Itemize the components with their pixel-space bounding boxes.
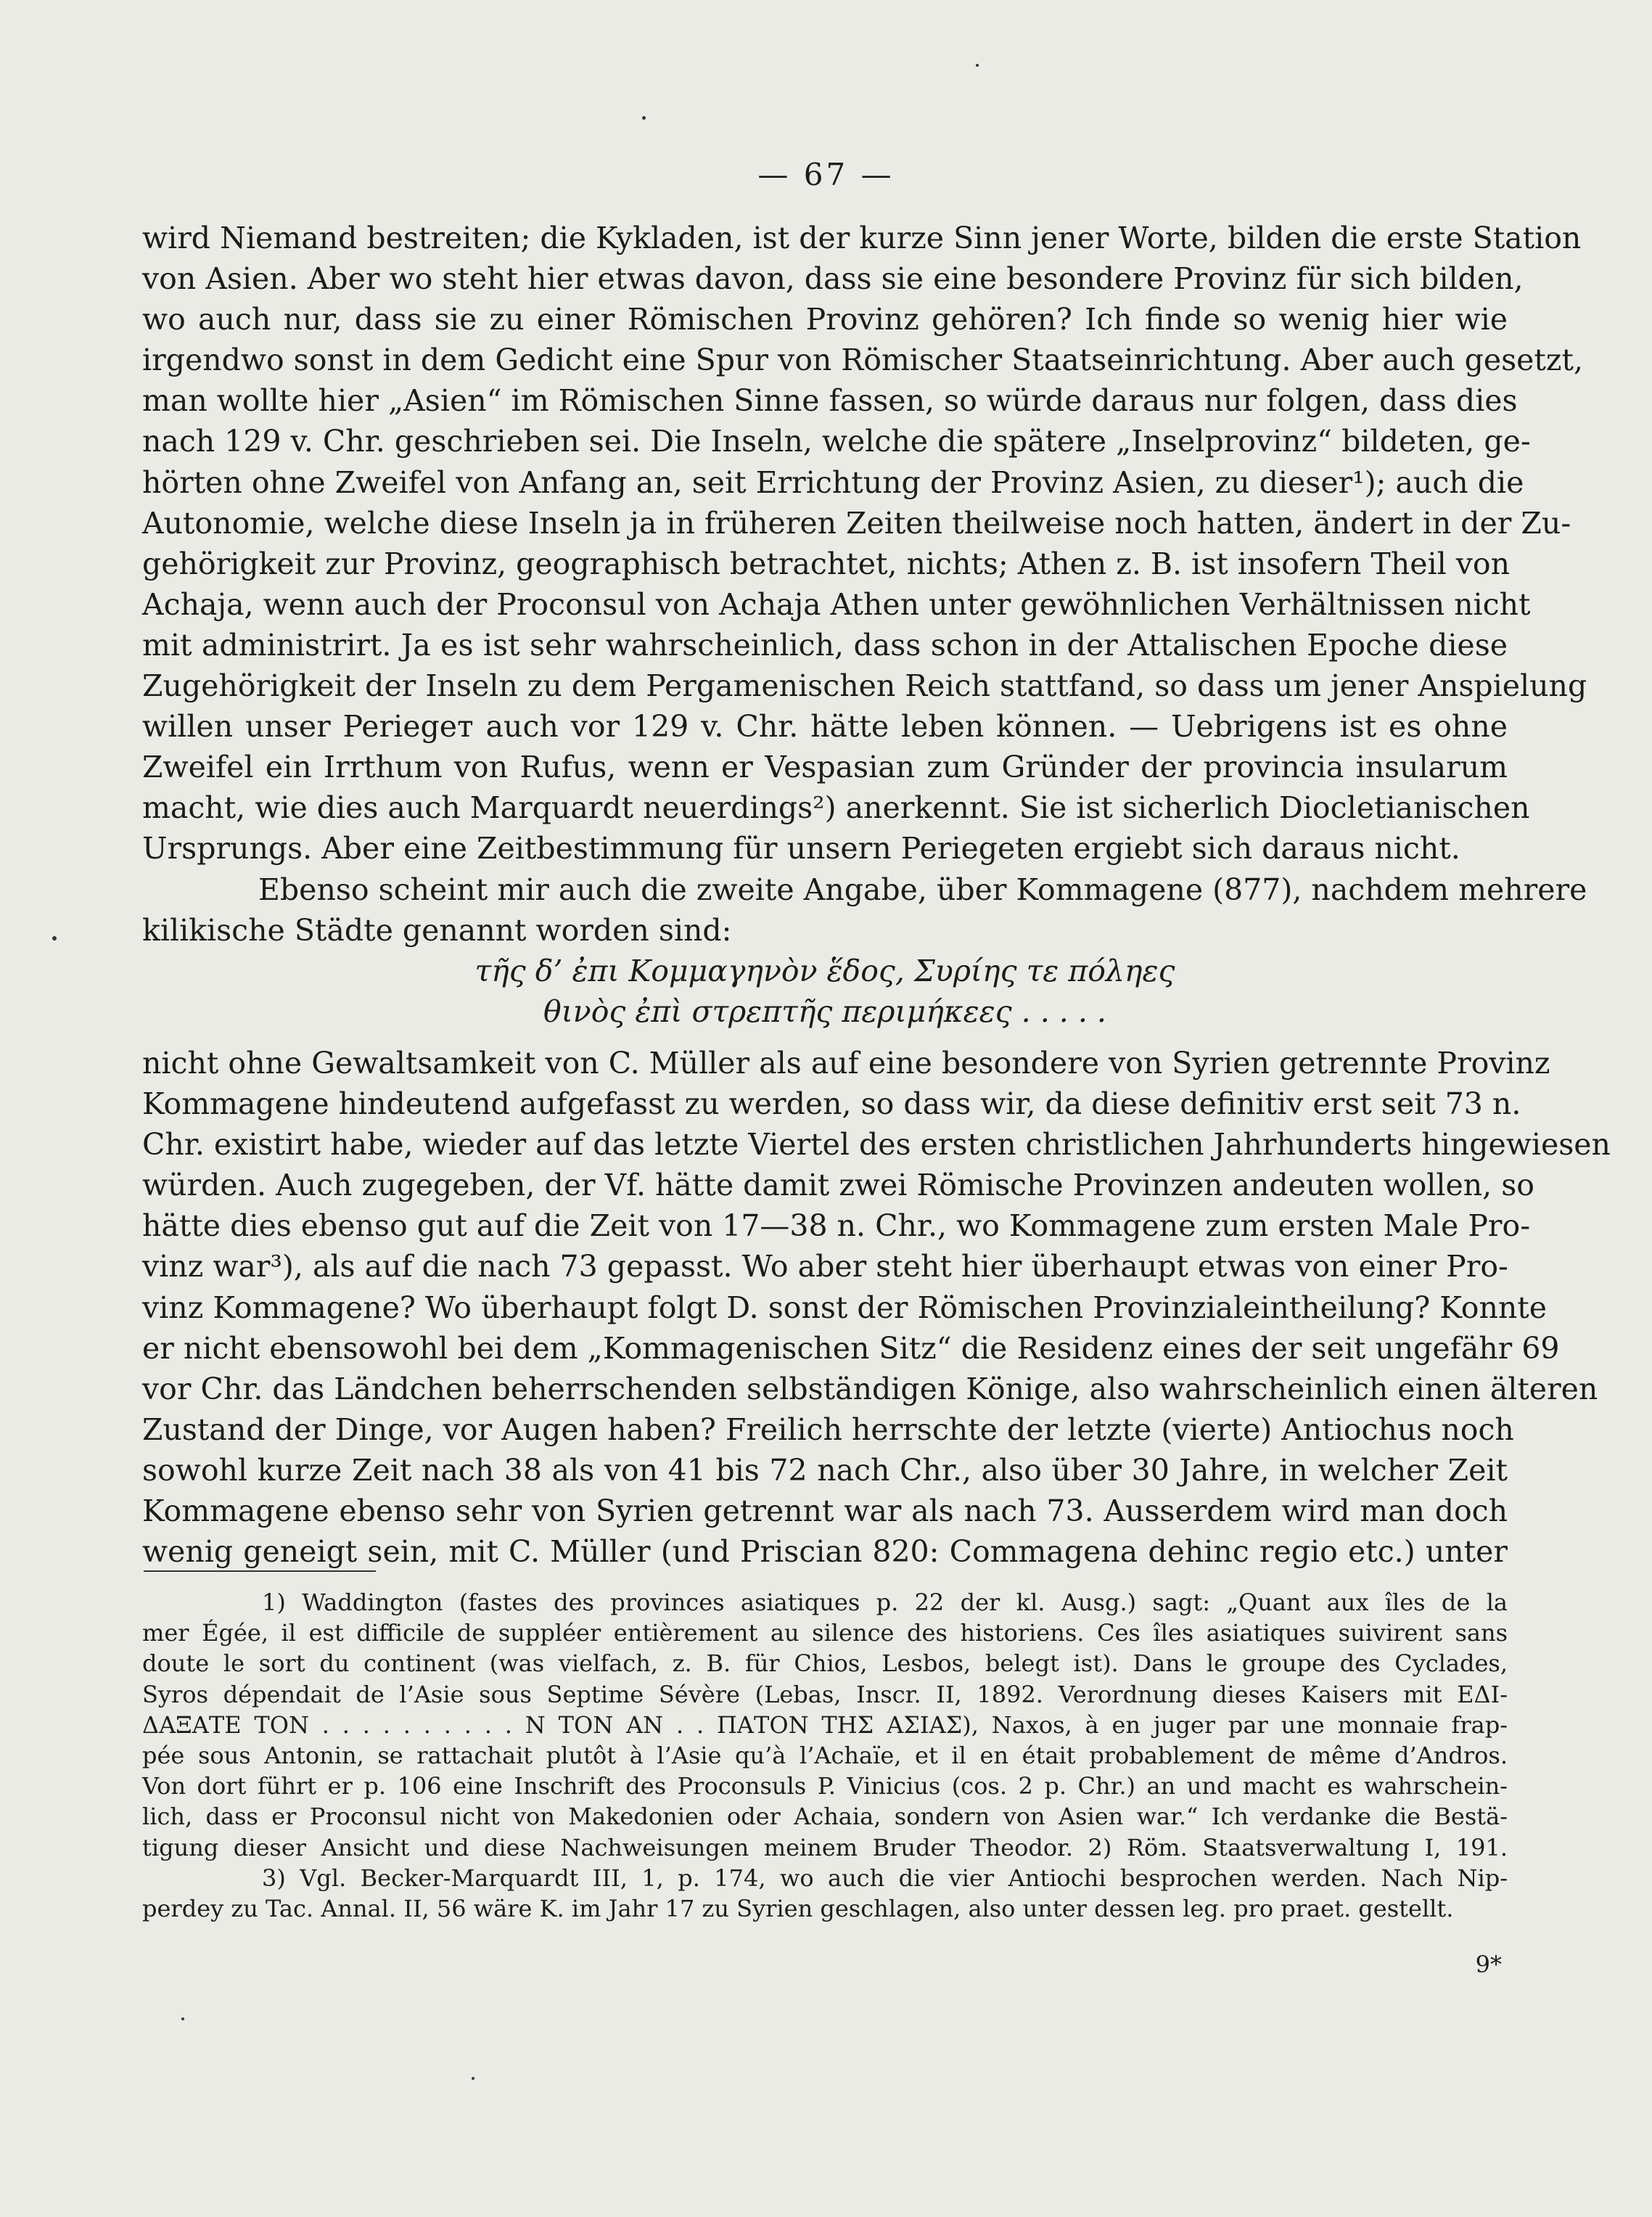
body-line: wo auch nur, dass sie zu einer Römischen Provinz gehören? Ich finde so wenig hier wie bbox=[142, 302, 1508, 337]
body-line: Ebenso scheint mir auch die zweite Angabe, über Kommagene (877), nachdem mehrere bbox=[258, 872, 1587, 907]
paper-speck bbox=[52, 936, 57, 941]
body-line: Ursprungs. Aber eine Zeitbestimmung für unsern Periegeten ergiebt sich daraus nicht. bbox=[142, 831, 1460, 866]
body-line: hätte dies ebenso gut auf die Zeit von 17—38 n. Chr., wo Kommagene zum ersten Male Pro- bbox=[142, 1208, 1531, 1244]
body-line: man wollte hier „Asien“ im Römischen Sinne fassen, so würde daraus nur folgen, dass dies bbox=[142, 383, 1518, 419]
body-line: mit administrirt. Ja es ist sehr wahrscheinlich, dass schon in der Attalischen Epoche diese bbox=[142, 627, 1508, 663]
body-line: würden. Auch zugegeben, der Vf. hätte damit zwei Römische Provinzen andeuten wollen, so bbox=[142, 1168, 1534, 1203]
paper-speck bbox=[472, 2077, 474, 2080]
footnote-line: perdey zu Tac. Annal. II, 56 wäre K. im Jahr 17 zu Syrien geschlagen, also unter dessen leg. pro praet. gestellt. bbox=[142, 1894, 1454, 1922]
footnote-line: ΔΑΞΑΤΕ ΤΟΝ . . . . . . . . . . Ν ΤΟΝ ΑΝ . . ΠΑΤΟΝ ΤΗΣ ΑΣΙΑΣ), Naxos, à en juger par une monnaie frap- bbox=[142, 1710, 1508, 1739]
body-line: Zugehörigkeit der Inseln zu dem Pergamenischen Reich stattfand, so dass um jener Anspielung bbox=[142, 668, 1587, 704]
body-line: kilikische Städte genannt worden sind: bbox=[142, 912, 732, 948]
body-line: hörten ohne Zweifel von Anfang an, seit Errichtung der Provinz Asien, zu dieser¹); auch die bbox=[142, 464, 1524, 500]
greek-verse-line: τῆς δ’ ἐπι Κομμαγηνὸν ἕδος, Συρίης τε πόληες bbox=[474, 953, 1175, 988]
body-line: vor Chr. das Ländchen beherrschenden selbständigen Könige, also wahrscheinlich einen älteren bbox=[142, 1371, 1598, 1406]
body-line: Zustand der Dinge, vor Augen haben? Freilich herrschte der letzte (vierte) Antiochus noch bbox=[142, 1411, 1514, 1447]
footnote-line: Von dort führt er p. 106 eine Inschrift des Proconsuls P. Vinicius (cos. 2 p. Chr.) an und macht es wahrschein- bbox=[142, 1772, 1508, 1800]
body-line: irgendwo sonst in dem Gedicht eine Spur von Römischer Staatseinrichtung. Aber auch gesetzt, bbox=[142, 343, 1583, 378]
footnote-line: doute le sort du continent (was vielfach, z. B. für Chios, Lesbos, belegt ist). Dans le groupe des Cyclades, bbox=[142, 1650, 1508, 1678]
body-line: vinz Kommagene? Wo überhaupt folgt D. sonst der Römischen Provinzialeintheilung? Konnte bbox=[142, 1290, 1548, 1325]
body-line: von Asien. Aber wo steht hier etwas davon, dass sie eine besondere Provinz für sich bilden, bbox=[142, 261, 1524, 297]
body-line: Chr. existirt habe, wieder auf das letzte Viertel des ersten christlichen Jahrhunderts hingewiesen bbox=[142, 1127, 1611, 1163]
signature-mark: 9* bbox=[1475, 1951, 1502, 1978]
body-line: Achaja, wenn auch der Proconsul von Achaja Athen unter gewöhnlichen Verhältnissen nicht bbox=[142, 586, 1531, 622]
body-text-paragraph-1 bbox=[142, 218, 1587, 1032]
footnote-line: tigung dieser Ansicht und diese Nachweisungen meinem Bruder Theodor. 2) Röm. Staatsverwaltung I, 191. bbox=[142, 1833, 1508, 1861]
body-line: er nicht ebensowohl bei dem „Kommagenischen Sitz“ die Residenz eines der seit ungefähr 69 bbox=[142, 1330, 1560, 1366]
page-number: — 67 — bbox=[757, 157, 895, 192]
body-line: wenig geneigt sein, mit C. Müller (und Priscian 820: Commagena dehinc regio etc.) unter bbox=[142, 1534, 1508, 1570]
footnote-line: Syros dépendait de l’Asie sous Septime Sévère (Lebas, Inscr. II, 1892. Verordnung dieses Kaisers mit ΕΔΙ- bbox=[142, 1680, 1508, 1708]
body-text-paragraph-2 bbox=[142, 1043, 1611, 1572]
footnote-line: 3) Vgl. Becker-Marquardt III, 1, p. 174, wo auch die vier Antiochi besprochen werden. Nach Nip- bbox=[262, 1864, 1508, 1892]
body-line: Kommagene hindeutend aufgefasst zu werden, so dass wir, da diese definitiv erst seit 73 n. bbox=[142, 1086, 1521, 1122]
footnote-line: mer Égée, il est difficile de suppléer entièrement au silence des historiens. Ces îles asiatiques suivirent sans bbox=[142, 1619, 1508, 1647]
body-line: macht, wie dies auch Marquardt neuerdings²) anerkennt. Sie ist sicherlich Diocletianischen bbox=[142, 790, 1530, 826]
body-line: Zweifel ein Irrthum von Rufus, wenn er Vespasian zum Gründer der provincia insularum bbox=[142, 750, 1508, 785]
body-line: wird Niemand bestreiten; die Kykladen, ist der kurze Sinn jener Worte, bilden die erste Station bbox=[142, 221, 1582, 255]
paper-speck bbox=[181, 2017, 184, 2020]
body-line: Autonomie, welche diese Inseln ja in früheren Zeiten theilweise noch hatten, ändert in der Zu- bbox=[142, 505, 1571, 541]
greek-verse-line: θινὸς ἐπὶ στρεπτῆς περιμήκεες . . . . . bbox=[543, 993, 1106, 1029]
footnote-line: 1) Waddington (fastes des provinces asiatiques p. 22 der kl. Ausg.) sagt: „Quant aux îles de la bbox=[262, 1589, 1508, 1616]
body-line: sowohl kurze Zeit nach 38 als von 41 bis 72 nach Chr., also über 30 Jahre, in welcher Zeit bbox=[142, 1452, 1508, 1488]
body-line: nach 129 v. Chr. geschrieben sei. Die Inseln, welche die spätere „Inselprovinz“ bildeten, ge- bbox=[142, 424, 1531, 459]
body-line: willen unser Periegет auch vor 129 v. Chr. hätte leben können. — Uebrigens ist es ohne bbox=[142, 709, 1508, 745]
paper-speck bbox=[976, 64, 979, 67]
footnote-divider bbox=[144, 1570, 376, 1572]
body-line: gehörigkeit zur Provinz, geographisch betrachtet, nichts; Athen z. B. ist insofern Theil von bbox=[142, 546, 1510, 581]
footnotes bbox=[142, 1587, 1508, 1924]
body-line: Kommagene ebenso sehr von Syrien getrennt war als nach 73. Ausserdem wird man doch bbox=[142, 1493, 1508, 1529]
footnote-line: lich, dass er Proconsul nicht von Makedonien oder Achaia, sondern von Asien war.“ Ich verdanke die Bestä- bbox=[142, 1803, 1508, 1831]
body-line: vinz war³), als auf die nach 73 gepasst. Wo aber steht hier überhaupt etwas von einer Pro- bbox=[142, 1249, 1508, 1284]
paper-speck bbox=[642, 116, 646, 120]
footnote-line: pée sous Antonin, se rattachait plutôt à l’Asie qu’à l’Achaïe, et il en était probablement de même d’Andros. bbox=[142, 1741, 1508, 1769]
body-line: nicht ohne Gewaltsamkeit von C. Müller als auf eine besondere von Syrien getrennte Provinz bbox=[142, 1046, 1550, 1081]
